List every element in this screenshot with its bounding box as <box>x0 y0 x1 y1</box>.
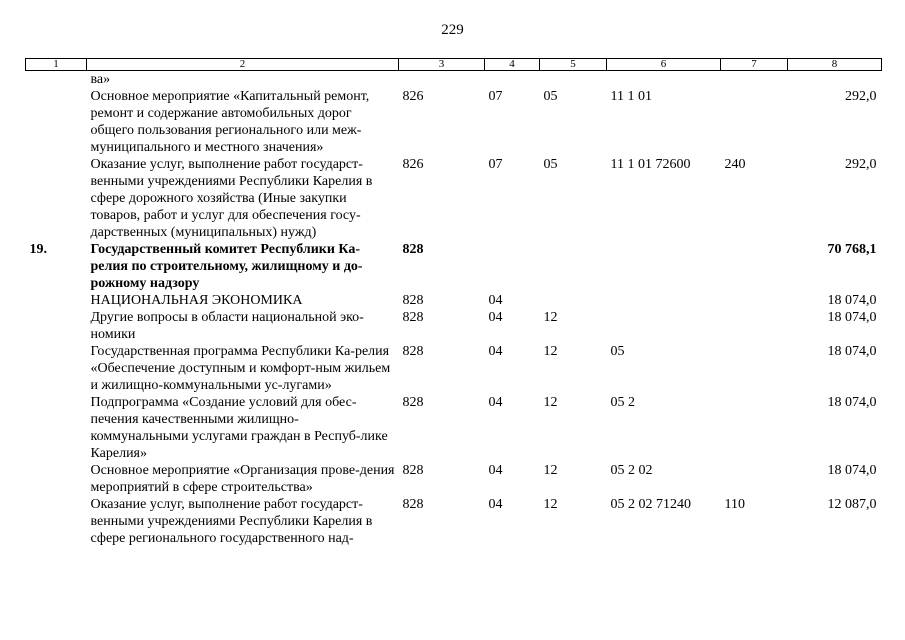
row-col-5 <box>540 71 607 89</box>
row-col-3: 826 <box>402 89 424 104</box>
table-row <box>26 343 882 394</box>
header-col-3: 3 <box>399 59 485 71</box>
row-description: Государственный комитет Республики Ка-релия по строительному, жилищному и до-рожному надзору <box>90 242 363 291</box>
row-col-7 <box>721 309 788 343</box>
row-col-7 <box>721 394 788 462</box>
row-description: Оказание услуг, выполнение работ государст-венными учреждениями Республики Карелия в сфере дорожного хозяйства (Иные закупки товаров, работ и услуг для обеспечения госу-дарственных (муниципальных) нужд) <box>90 157 373 240</box>
row-col-4 <box>485 71 540 89</box>
row-col-4: 04 <box>488 344 503 359</box>
header-col-8: 8 <box>788 59 882 71</box>
row-col-7 <box>721 462 788 496</box>
row-description: НАЦИОНАЛЬНАЯ ЭКОНОМИКА <box>90 293 303 308</box>
row-col-5: 05 <box>543 157 558 172</box>
row-col-6: 05 2 02 <box>610 463 653 478</box>
row-col-4 <box>485 241 540 292</box>
table-row <box>26 292 882 309</box>
table-row <box>26 156 882 241</box>
row-col-4: 04 <box>488 497 503 512</box>
row-number <box>26 343 87 394</box>
row-number <box>26 71 87 89</box>
row-description: Другие вопросы в области национальной эко-номики <box>90 310 364 342</box>
row-number <box>26 88 87 156</box>
row-col-4: 04 <box>488 463 503 478</box>
header-col-2: 2 <box>87 59 399 71</box>
row-amount: 12 087,0 <box>827 497 877 512</box>
row-number <box>26 309 87 343</box>
row-amount: 18 074,0 <box>827 344 877 359</box>
row-col-6 <box>607 292 721 309</box>
page-number: 229 <box>441 22 464 38</box>
row-col-3: 828 <box>402 293 424 308</box>
table-row <box>26 88 882 156</box>
table-row <box>26 71 882 89</box>
row-col-6: 05 2 <box>610 395 635 410</box>
row-col-4: 04 <box>488 293 503 308</box>
row-col-5 <box>540 241 607 292</box>
row-col-7 <box>721 343 788 394</box>
row-col-5: 12 <box>543 497 558 512</box>
row-description: Оказание услуг, выполнение работ государст-венными учреждениями Республики Карелия в сфере регионального государственного над- <box>90 497 373 546</box>
row-number <box>26 292 87 309</box>
header-col-4: 4 <box>485 59 540 71</box>
row-col-7 <box>721 88 788 156</box>
row-amount: 70 768,1 <box>827 242 877 257</box>
row-amount: 18 074,0 <box>827 395 877 410</box>
row-col-6: 05 <box>610 344 625 359</box>
row-col-3: 828 <box>402 497 424 512</box>
row-description: Подпрограмма «Создание условий для обес-печения качественными жилищно-коммунальными услугами граждан в Респуб-лике Карелия» <box>90 395 388 461</box>
row-amount: 292,0 <box>845 157 877 172</box>
row-amount: 18 074,0 <box>827 310 877 325</box>
row-col-7 <box>721 292 788 309</box>
header-col-1: 1 <box>26 59 87 71</box>
row-col-5 <box>540 292 607 309</box>
row-col-3: 826 <box>402 157 424 172</box>
row-col-5: 12 <box>543 344 558 359</box>
row-number <box>26 462 87 496</box>
header-col-7: 7 <box>721 59 788 71</box>
row-col-6: 11 1 01 72600 <box>610 157 691 172</box>
table-row-section-heading <box>26 241 882 292</box>
budget-table <box>25 58 882 547</box>
table-row <box>26 462 882 496</box>
row-number: 19. <box>29 242 47 257</box>
table-row <box>26 496 882 547</box>
row-col-5: 12 <box>543 395 558 410</box>
row-col-3: 828 <box>402 395 424 410</box>
row-col-4: 07 <box>488 157 503 172</box>
row-description: Основное мероприятие «Организация прове-дения мероприятий в сфере строительства» <box>90 463 395 495</box>
row-col-5: 12 <box>543 463 558 478</box>
row-col-4: 04 <box>488 395 503 410</box>
table-body <box>26 71 882 548</box>
row-amount: 18 074,0 <box>827 293 877 308</box>
row-col-6 <box>607 309 721 343</box>
row-col-6: 05 2 02 71240 <box>610 497 691 512</box>
row-col-3: 828 <box>402 242 424 257</box>
row-col-5: 12 <box>543 310 558 325</box>
row-col-6 <box>607 241 721 292</box>
table-row <box>26 394 882 462</box>
header-col-6: 6 <box>607 59 721 71</box>
row-number <box>26 156 87 241</box>
table-row <box>26 309 882 343</box>
table-header <box>26 59 882 71</box>
row-col-4: 04 <box>488 310 503 325</box>
row-amount: 18 074,0 <box>827 463 877 478</box>
row-col-7 <box>721 71 788 89</box>
row-col-3: 828 <box>402 310 424 325</box>
row-col-3: 828 <box>402 463 424 478</box>
row-col-5: 05 <box>543 89 558 104</box>
row-col-6: 11 1 01 <box>610 89 652 104</box>
header-row <box>26 59 882 71</box>
row-amount: 292,0 <box>845 89 877 104</box>
row-description: Государственная программа Республики Ка-релия «Обеспечение доступным и комфорт-ным жильем и жилищно-коммунальными ус-лугами» <box>90 344 391 393</box>
row-amount <box>788 71 882 89</box>
header-col-5: 5 <box>540 59 607 71</box>
row-col-4: 07 <box>488 89 503 104</box>
row-number <box>26 496 87 547</box>
row-col-7: 240 <box>724 157 746 172</box>
row-col-3 <box>399 71 485 89</box>
row-number <box>26 394 87 462</box>
row-description: Основное мероприятие «Капитальный ремонт, ремонт и содержание автомобильных дорог общего пользования региональногo или меж-муниципального и местного значения» <box>90 89 370 155</box>
row-col-3: 828 <box>402 344 424 359</box>
row-col-7 <box>721 241 788 292</box>
row-col-7: 110 <box>724 497 745 512</box>
row-col-6 <box>607 71 721 89</box>
row-description: ва» <box>90 72 111 87</box>
